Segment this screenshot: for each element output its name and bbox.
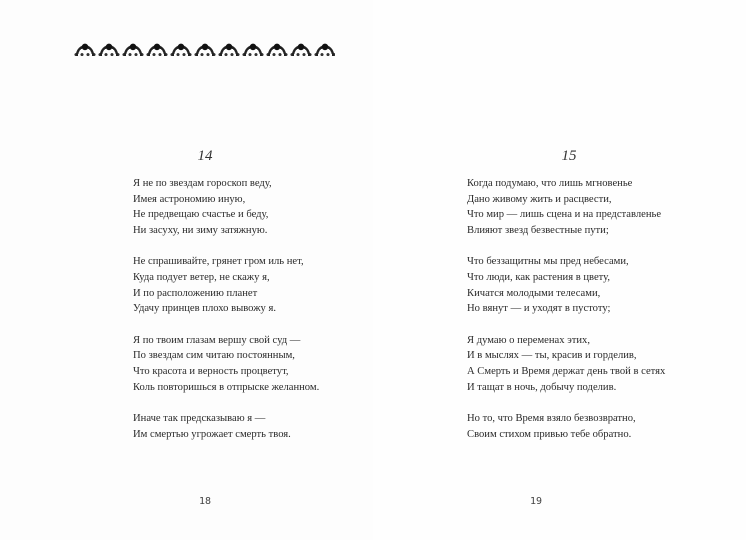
poem-line: Им смертью угрожает смерть твоя. xyxy=(133,428,291,440)
poem-line: Что люди, как растения в цвету, xyxy=(467,271,611,283)
poem-line: Но то, что Время взяло безвозвратно, xyxy=(467,413,636,425)
poem-line: Удачу принцев плохо вывожу я. xyxy=(133,303,276,315)
poem-line: Что красота и верность процветут, xyxy=(133,365,289,377)
poem-line: Иначе так предсказываю я — xyxy=(133,413,266,425)
sonnet-number: 14 xyxy=(197,148,213,164)
couplet xyxy=(133,411,319,442)
poem-line: По звездам сим читаю постоянным, xyxy=(133,350,295,362)
stanza xyxy=(133,333,319,395)
poem-line: Что мир — лишь сцена и на представленье xyxy=(467,209,662,221)
poem-line: И в мыслях — ты, красив и горделив, xyxy=(467,350,637,362)
poem-line: Своим стихом привью тебе обратно. xyxy=(467,428,632,440)
poem-line: Я по твоим глазам вершу свой суд — xyxy=(133,334,301,346)
poem-line: А Смерть и Время держат день твой в сетях xyxy=(467,365,666,377)
poem-line: И по расположению планет xyxy=(133,287,258,299)
floral-ornament-divider xyxy=(73,42,335,56)
stanza xyxy=(467,254,665,316)
page-number: 19 xyxy=(529,496,543,507)
poem-line: Но вянут — и уходят в пустоту; xyxy=(467,303,611,315)
poem-text xyxy=(467,176,665,458)
couplet xyxy=(467,411,665,442)
right-page xyxy=(373,0,746,540)
poem-text xyxy=(133,176,319,458)
poem-line: Имея астрономию иную, xyxy=(133,193,246,205)
stanza xyxy=(467,176,665,238)
poem-line: Я не по звездам гороскоп веду, xyxy=(133,178,272,189)
poem-line: И тащат в ночь, добычу поделив. xyxy=(467,381,617,393)
poem-line: Когда подумаю, что лишь мгновенье xyxy=(467,178,633,189)
poem-line: Куда подует ветер, не скажу я, xyxy=(133,271,270,283)
stanza xyxy=(467,333,665,395)
poem-line: Не спрашивайте, грянет гром иль нет, xyxy=(133,256,304,268)
page-number: 18 xyxy=(198,496,212,507)
poem-line: Не предвещаю счастье и беду, xyxy=(133,209,269,221)
sonnet-number: 15 xyxy=(561,148,577,164)
stanza xyxy=(133,176,319,238)
poem-line: Кичатся молодыми телесами, xyxy=(467,287,601,299)
poem-line: Влияют звезд безвестные пути; xyxy=(467,224,609,236)
poem-line: Коль повторишься в отпрыске желанном. xyxy=(133,381,320,393)
poem-line: Что беззащитны мы пред небесами, xyxy=(467,256,629,268)
poem-line: Ни засуху, ни зиму затяжную. xyxy=(133,224,268,236)
stanza xyxy=(133,254,319,316)
poem-line: Дано живому жить и расцвести, xyxy=(467,193,612,205)
poem-line: Я думаю о переменах этих, xyxy=(467,334,590,346)
